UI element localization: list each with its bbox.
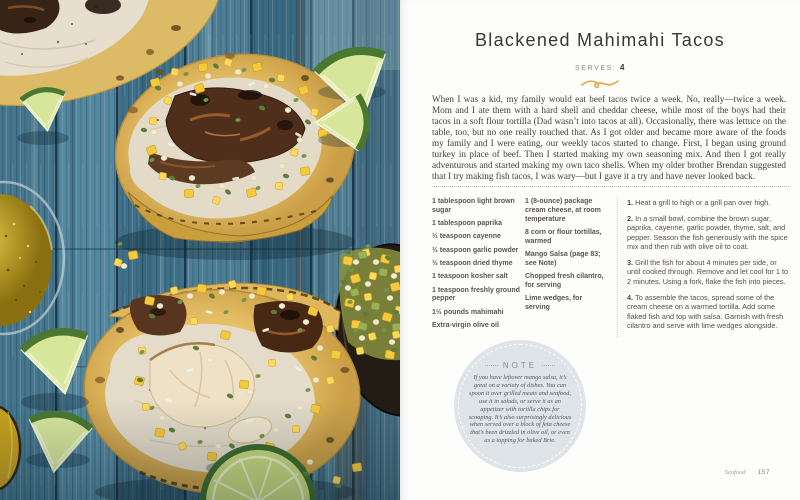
note-circle	[454, 340, 586, 472]
ingredients-column-2	[525, 198, 609, 317]
serves-label: SERVES:	[575, 65, 617, 72]
recipe-page	[400, 0, 800, 500]
ingredient-item: 1 teaspoon kosher salt	[432, 273, 508, 281]
instruction-step	[627, 293, 789, 331]
ingredient-item: Mango Salsa (page 83; see Note)	[525, 250, 601, 267]
step-number: 4.	[627, 292, 634, 302]
instructions-column	[617, 198, 789, 337]
instruction-step	[627, 214, 789, 252]
step-text: In a small bowl, combine the brown sugar, paprika, cayenne, garlic powder, thyme, salt, and pepper. Season the fish generously with the spice mix and then rub with olive oil to coat.	[627, 213, 788, 252]
ingredient-item: ½ teaspoon dried thyme	[432, 259, 513, 267]
footer-section-label: Seafood	[724, 469, 746, 476]
serves-value: 4	[620, 63, 625, 72]
ingredient-item: Extra-virgin olive oil	[432, 321, 499, 329]
page-title: Blackened Mahimahi Tacos	[475, 30, 725, 50]
step-number: 3.	[627, 258, 634, 268]
note-text: If you have leftover mango salsa, it’s great on a variety of dishes. You can spoon it over grilled meats and seafood, use it in salads, or serve it as an appetizer with tortilla chips for scooping. It’s also surprisingly delicious when served over a block of feta cheese that’s been drizzled in olive oil, or even as a topping for baked Brie.	[468, 374, 572, 445]
instruction-step	[627, 258, 789, 286]
ingredient-item: 1½ pounds mahimahi	[432, 308, 504, 316]
ingredient-item: ½ teaspoon cayenne	[432, 233, 501, 241]
step-text: Grill the fish for about 4 minutes per side, or until cooked through. Remove and let cool for 1 to 2 minutes. Using a fork, flake the fish into pieces.	[627, 258, 789, 286]
ingredient-item: 1 tablespoon light brown sugar	[432, 198, 515, 214]
ingredient-item: Lime wedges, for serving	[525, 295, 583, 311]
step-text: Heat a grill to high or a grill pan over high.	[635, 198, 771, 207]
step-text: To assemble the tacos, spread some of the cream cheese on a warmed tortilla. Add some flaked fish and top with salsa. Garnish with fresh cilantro and serve with lime wedges alongside.	[627, 292, 784, 330]
intro-paragraph: When I was a kid, my family would eat beef tacos twice a week. No, really—twice a week. Mom and I ate them with a hard shell and cheddar cheese, while most of the boys had their tacos in a soft flour tortilla (Dad wasn’t into tacos at all). Occasionally, there was lettuce on the table, too, but no one really touched that. As I got older and became more aware of the foods my family and I were eating, our weekly tacos started to change. First, I began using ground turkey in place of beef. Then I started making my own seasoning mix. And then I got really adventurous and started making my own taco shells. When my older brother Brendan suggested that I try making fish tacos, I was wary—but I gave it a try and have never looked back.	[432, 94, 786, 181]
ingredient-item: Chopped fresh cilantro, for serving	[525, 273, 604, 289]
instruction-step	[627, 198, 789, 207]
ingredient-item: 1 tablespoon paprika	[432, 220, 503, 228]
dotted-divider	[432, 186, 789, 187]
ingredient-item: 1 teaspoon freshly ground pepper	[432, 286, 520, 303]
footer-page-number: 157	[757, 469, 770, 476]
step-number: 1.	[627, 198, 634, 207]
note-title: NOTE	[485, 361, 555, 370]
page-footer	[725, 469, 770, 476]
ingredient-item: 8 corn or flour tortillas, warmed	[525, 228, 602, 245]
recipe-columns	[432, 198, 789, 337]
serves-line	[400, 63, 800, 72]
ingredient-item: 1 (8-ounce) package cream cheese, at room temperature	[525, 198, 601, 223]
ingredients-column-1	[432, 198, 520, 335]
step-number: 2.	[627, 213, 634, 223]
ingredient-item: ½ teaspoon garlic powder	[432, 246, 519, 254]
